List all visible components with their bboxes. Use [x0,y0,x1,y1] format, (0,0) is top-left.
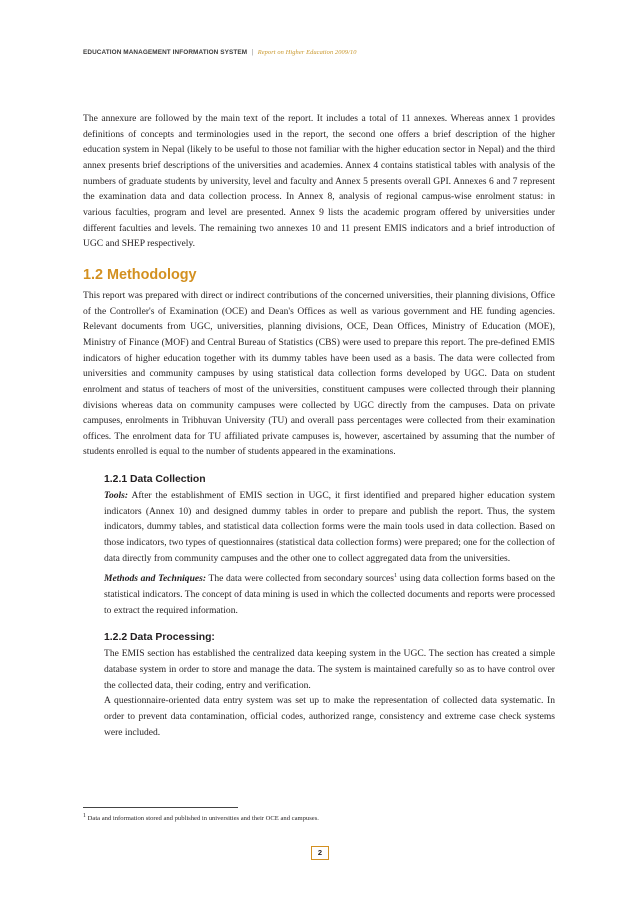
methods-label: Methods and Techniques: [104,573,207,585]
tools-text: After the establishment of EMIS section in UGC, it first identified and prepared higher education system indicators (Annex 10) and designed dummy tables in order to prepare and publish the report. Thus, the system indicators, dummy tables, and statistical data collection forms were the main tools used in data collection. Based on those indicators, two types of questionnaires (statistical data collection forms) were prepared; one for the collection of data directly from community campuses and the other one to collect aggregated data from the universities. [104,490,555,564]
intro-paragraph: The annexure are followed by the main text of the report. It includes a total of 11 annexes. Whereas annex 1 provides definitions of concepts and terminologies used in the report, the second one offers a brief description of the higher education system in Nepal (likely to be useful to those not familiar with the higher education sector in Nepal) and the third annex presents brief descriptions of the universities and academies. Annex 4 contains statistical tables with analysis of the numbers of graduate students by university, level and faculty and Annex 5 presents overall GPI. Annexes 6 and 7 represent the examination data and data collection process. In Annex 8, analysis of regional campus-wise enrolment status: in various faculties, program and level are presented. Annex 9 lists the academic program offered by universities under different faculties and levels. The remaining two annexes 10 and 11 present EMIS indicators and a brief introduction of UGC and SHEP respectively. [83,113,555,250]
header-system-title: EDUCATION MANAGEMENT INFORMATION SYSTEM [83,49,248,56]
header-report-title: Report on Higher Education 2009/10 [257,49,357,56]
tools-paragraph [83,488,555,566]
footnote-text: Data and information stored and published in universities and their OCE and campuses. [86,815,319,823]
methods-text-a: The data were collected from secondary sources [206,573,395,585]
header-separator: | [251,48,254,56]
section-heading-methodology: 1.2 Methodology [83,266,197,283]
main-text [83,111,555,740]
page-number: 2 [311,846,329,860]
methodology-paragraph: This report was prepared with direct or indirect contributions of the concerned universities, their planning divisions, Office of the Controller's of Examination (OCE) and Dean's Offices as well as various government and HE funding agencies. Relevant documents from UGC, universities, planning divisions, OCE, Dean Offices, Ministry of Education (MOE), Ministry of Finance (MOF) and Central Bureau of Statistics (CBS) were used to prepare this report. The pre-defined EMIS indicators of higher education together with its dummy tables have been used as a basis. The data were collected from universities and community campuses by using statistical data collection forms developed by UGC. Data on student enrolment and status of teachers of most of the universities, constituent campuses were collected through their planning divisions whereas data on community campuses were collected by UGC directly from the campuses. Data on private campuses, enrolments in Tribhuvan University (TU) and overall pass percentages were collected from their examination offices. The enrolment data for TU affiliated private campuses is, however, ascertained by assuming that the number of students enrolled is equal to the number of students appeared in the examinations. [83,289,555,458]
subsection-heading-data-collection: 1.2.1 Data Collection [104,474,206,486]
tools-label: Tools: [104,490,129,502]
footnote-divider [83,807,238,808]
data-processing-paragraph-2: A questionnaire-oriented data entry system was set up to make the representation of collected data systematic. In order to prevent data contamination, official codes, authorized range, consistency and extreme case check systems were included. [104,695,555,738]
footnote-mark: 1 [83,813,86,819]
running-header [83,48,563,56]
subsection-heading-data-processing: 1.2.2 Data Processing: [104,632,215,644]
methods-paragraph [83,571,555,618]
methods-text-b: using data collection forms based on the statistical indicators. The concept of data mining is used in which the collected documents and reports were processed to extract the required information. [104,573,555,616]
data-processing-paragraph-1: The EMIS section has established the centralized data keeping system in the UGC. The section has created a simple database system in order to store and manage the data. The system is maintained carefully so as to have control over the collected data, their coding, entry and verification. [104,648,555,691]
footnote-reference: 1 [394,573,398,580]
footnote [83,811,553,824]
